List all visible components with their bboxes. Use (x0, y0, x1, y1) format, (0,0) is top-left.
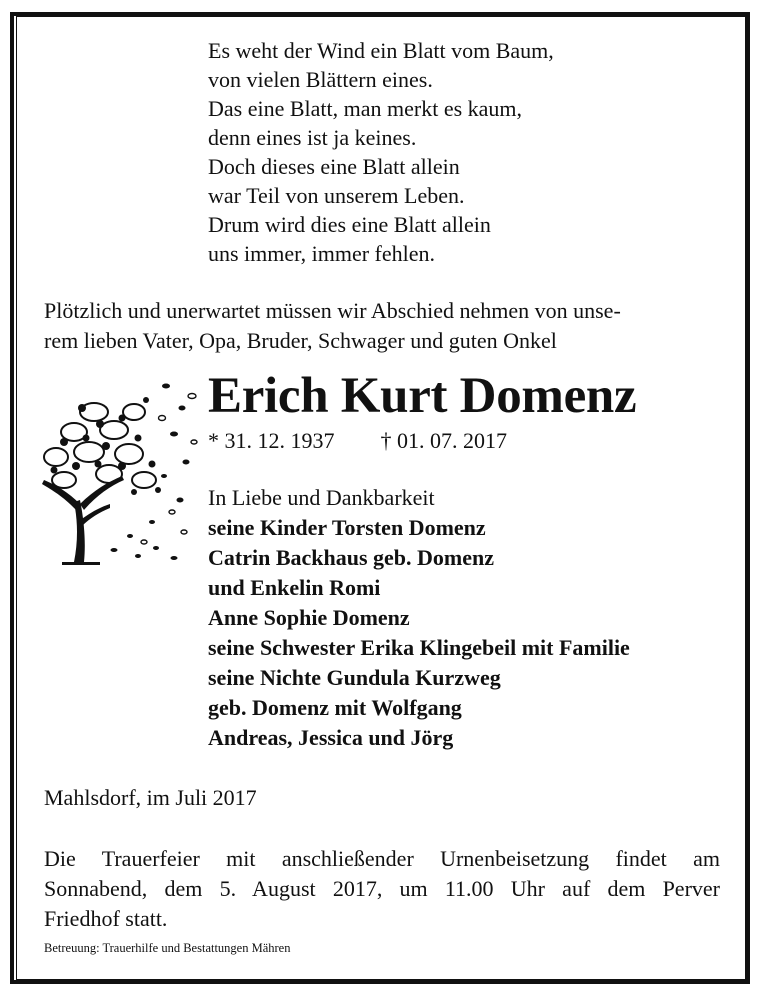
survivor-line: Andreas, Jessica und Jörg (208, 725, 454, 750)
poem-line: Drum wird dies eine Blatt allein (208, 212, 491, 237)
survivor-line: und Enkelin Romi (208, 575, 381, 600)
survivors-list (208, 483, 630, 753)
death-date: † 01. 07. 2017 (380, 428, 507, 453)
survivor-line: seine Nichte Gundula Kurzweg (208, 665, 501, 690)
funeral-notice (44, 844, 720, 934)
survivor-line: Anne Sophie Domenz (208, 605, 410, 630)
intro-line: rem lieben Vater, Opa, Bruder, Schwager und guten Onkel (44, 328, 557, 353)
place-date: Mahlsdorf, im Juli 2017 (44, 785, 257, 810)
poem-line: von vielen Blättern eines. (208, 67, 433, 92)
poem-line: uns immer, immer fehlen. (208, 241, 436, 266)
funeral-line: Friedhof statt. (44, 906, 168, 931)
poem-line: denn eines ist ja keines. (208, 125, 417, 150)
survivor-line: seine Schwester Erika Klingebeil mit Familie (208, 635, 630, 660)
funeral-home-credit: Betreuung: Trauerhilfe und Bestattungen Mähren (44, 941, 291, 955)
deceased-name: Erich Kurt Domenz (208, 368, 637, 424)
survivor-line: Catrin Backhaus geb. Domenz (208, 545, 495, 570)
poem-line: Das eine Blatt, man merkt es kaum, (208, 96, 523, 121)
intro-line: Plötzlich und unerwartet müssen wir Abschied nehmen von unse- (44, 298, 621, 323)
poem-line: war Teil von unserem Leben. (208, 183, 465, 208)
survivors-heading: In Liebe und Dankbarkeit (208, 485, 435, 510)
windblown-tree-icon (34, 372, 204, 572)
birth-date: * 31. 12. 1937 (208, 428, 335, 453)
poem-line: Es weht der Wind ein Blatt vom Baum, (208, 38, 554, 63)
poem-line: Doch dieses eine Blatt allein (208, 154, 460, 179)
poem (208, 36, 554, 268)
funeral-line: Sonnabend, dem 5. August 2017, um 11.00 Uhr auf dem Perver (44, 876, 720, 901)
funeral-line: Die Trauerfeier mit anschließender Urnenbeisetzung findet am (44, 846, 720, 871)
survivor-line: geb. Domenz mit Wolfgang (208, 695, 462, 720)
survivor-line: seine Kinder Torsten Domenz (208, 515, 486, 540)
life-dates (208, 427, 507, 455)
intro-text (44, 296, 720, 356)
